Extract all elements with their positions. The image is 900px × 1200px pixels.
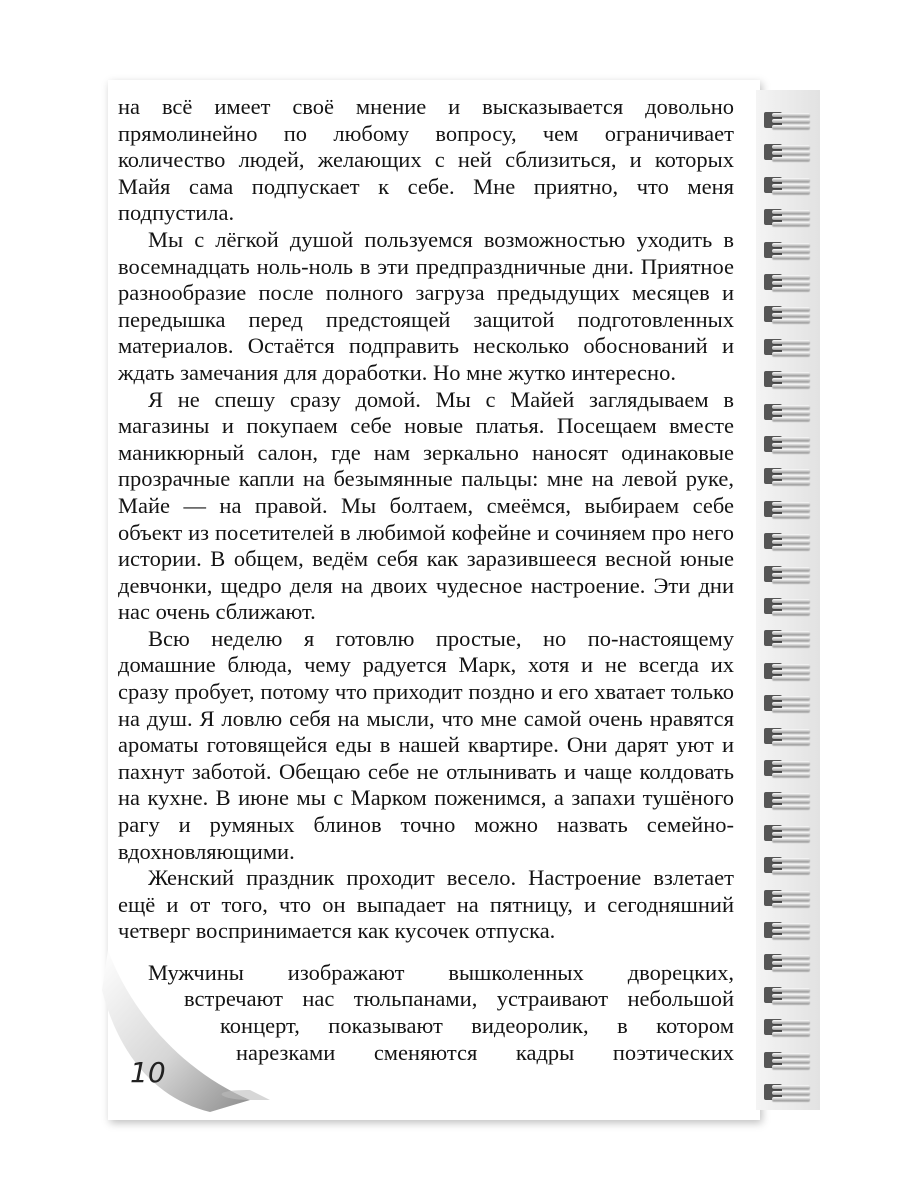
binding-ring-icon	[762, 596, 814, 616]
binding-ring-icon	[762, 952, 814, 972]
binding-ring-icon	[762, 272, 814, 292]
binding-ring-icon	[762, 888, 814, 908]
paragraph-6-line-2: встречают нас тюльпанами, устраивают небольшой	[184, 986, 734, 1011]
paragraph-6-line-1: Мужчины изображают вышколенных дворецких,	[148, 960, 734, 985]
paragraph-2: Мы с лёгкой душой пользуемся возможностью уходить в восемнадцать ноль-ноль в эти предпраздничные дни. Приятное разнообразие после полного загруза предыдущих месяцев и передышка перед предстоящей защитой подготовленных материалов. Остаётся подправить несколько обоснований и ждать замечания для доработки. Но мне жутко интересно.	[118, 226, 734, 385]
binding-ring-icon	[762, 110, 814, 130]
spiral-binding	[756, 90, 820, 1110]
binding-ring-icon	[762, 693, 814, 713]
binding-ring-icon	[762, 337, 814, 357]
binding-ring-icon	[762, 823, 814, 843]
paragraph-1: на всё имеет своё мнение и высказывается довольно прямолинейно по любому вопросу, чем ограничивает количество людей, желающих с ней сблизиться, и которых Майя сама подпускает к себе. Мне приятно, что меня подпустила.	[118, 94, 734, 226]
binding-ring-icon	[762, 564, 814, 584]
page-number: 10	[130, 1056, 166, 1089]
binding-ring-icon	[762, 369, 814, 389]
binding-ring-icon	[762, 790, 814, 810]
paragraph-6-line-3: концерт, показывают видеоролик, в котором	[220, 1013, 734, 1038]
binding-ring-icon	[762, 726, 814, 746]
binding-ring-icon	[762, 304, 814, 324]
binding-ring-icon	[762, 207, 814, 227]
binding-ring-icon	[762, 628, 814, 648]
binding-ring-icon	[762, 434, 814, 454]
binding-ring-icon	[762, 1050, 814, 1070]
binding-ring-icon	[762, 531, 814, 551]
binding-ring-icon	[762, 466, 814, 486]
binding-ring-icon	[762, 240, 814, 260]
page-curl-icon	[100, 950, 290, 1120]
binding-ring-icon	[762, 855, 814, 875]
binding-ring-icon	[762, 175, 814, 195]
binding-ring-icon	[762, 499, 814, 519]
binding-ring-icon	[762, 758, 814, 778]
binding-ring-icon	[762, 402, 814, 422]
binding-ring-icon	[762, 985, 814, 1005]
body-text	[118, 94, 734, 945]
paragraph-3: Я не спешу сразу домой. Мы с Майей заглядываем в магазины и покупаем себе новые платья. Посещаем вместе маникюрный салон, где нам зеркально наносят одинаковые прозрачные капли на безымянные пальцы: мне на левой руке, Майе — на правой. Мы болтаем, смеёмся, выбираем себе объект из посетителей в любимой кофейне и сочиняем про него истории. В общем, ведём себя как заразившееся весной юные девчонки, щедро деля на двоих чудесное настроение. Эти дни нас очень сближают.	[118, 386, 734, 625]
binding-ring-icon	[762, 1017, 814, 1037]
paragraph-5: Женский праздник проходит весело. Настроение взлетает ещё и от того, что он выпадает на пятницу, и сегодняшний четверг воспринимается как кусочек отпуска.	[118, 865, 734, 944]
binding-ring-icon	[762, 142, 814, 162]
paragraph-6-line-4: нарезками сменяются кадры поэтических	[236, 1040, 734, 1065]
binding-ring-icon	[762, 920, 814, 940]
paragraph-4: Всю неделю я готовлю простые, но по-настоящему домашние блюда, чему радуется Марк, хотя и не всегда их сразу пробует, потому что приходит поздно и его хватает только на душ. Я ловлю себя на мысли, что мне самой очень нравятся ароматы готовящейся еды в нашей квартире. Они дарят уют и пахнут заботой. Обещаю себе не отлынивать и чаще колдовать на кухне. В июне мы с Марком поженимся, а запахи тушёного рагу и румяных блинов точно можно назвать семейно-вдохновляющими.	[118, 625, 734, 864]
binding-ring-icon	[762, 661, 814, 681]
binding-ring-icon	[762, 1082, 814, 1102]
